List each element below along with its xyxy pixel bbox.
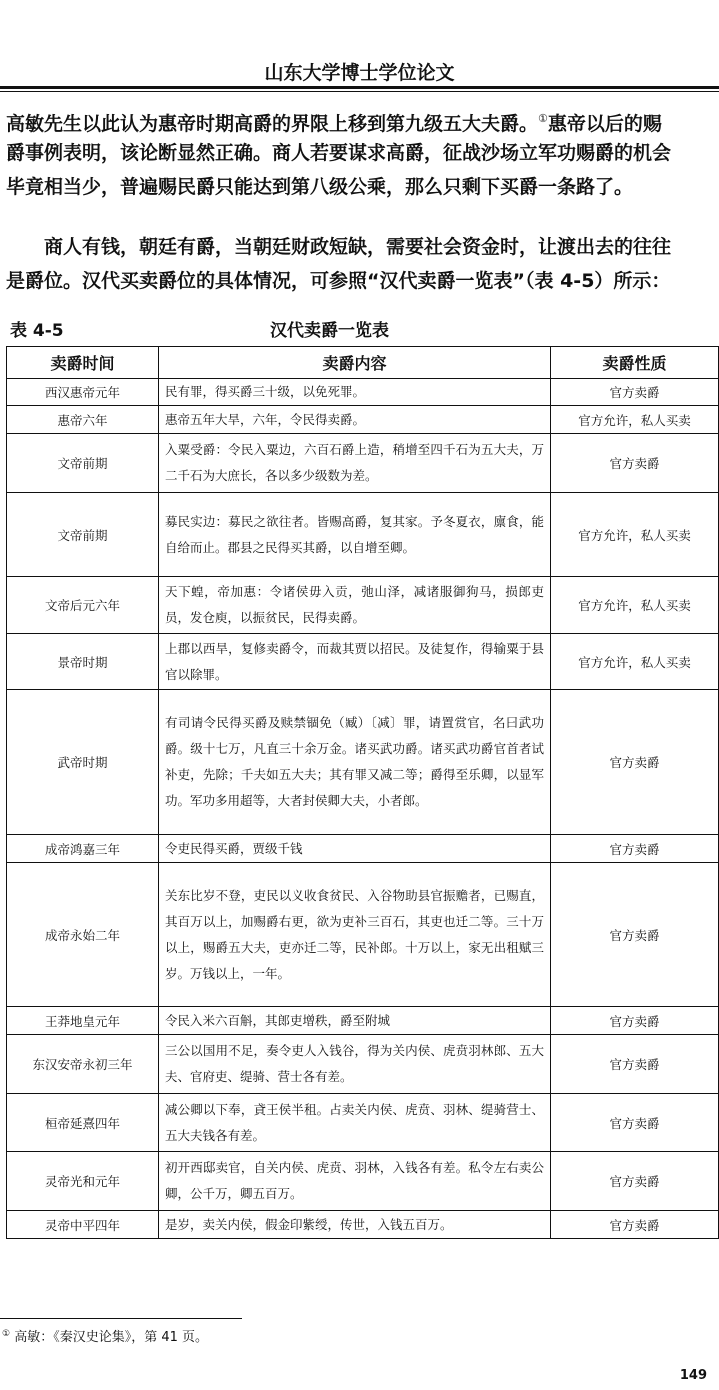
paragraph-2 (6, 230, 719, 298)
page-header-title: 山东大学博士学位论文 (264, 62, 455, 84)
row-nature: 官方卖爵 (551, 1211, 719, 1239)
row-nature: 官方卖爵 (551, 690, 719, 835)
footnote-marker: ① (538, 112, 548, 125)
table-caption: 汉代卖爵一览表 (270, 321, 389, 341)
column-header: 卖爵内容 (159, 347, 551, 379)
row-time: 西汉惠帝元年 (7, 379, 159, 406)
table-row (7, 577, 719, 634)
sale-table (6, 346, 719, 1239)
table-row (7, 1211, 719, 1239)
row-content: 上郡以西旱，复修卖爵令，而裁其贾以招民。及徒复作，得输粟于县官以除罪。 (159, 634, 551, 690)
paragraph-line: 是爵位。汉代买卖爵位的具体情况，可参照“汉代卖爵一览表”（表 4-5）所示： (6, 270, 671, 292)
row-time: 灵帝中平四年 (7, 1211, 159, 1239)
row-content: 三公以国用不足，奏令吏人入钱谷，得为关内侯、虎贲羽林郎、五大夫、官府吏、缇骑、营士各有差。 (159, 1035, 551, 1094)
row-time: 桓帝延熹四年 (7, 1094, 159, 1152)
header-rule-thin (0, 91, 719, 92)
table-row (7, 1035, 719, 1094)
row-time: 惠帝六年 (7, 406, 159, 434)
row-nature: 官方允许，私人买卖 (551, 493, 719, 577)
footnote-text: 高敏：《秦汉史论集》，第 41 页。 (14, 1330, 209, 1345)
row-nature: 官方卖爵 (551, 1035, 719, 1094)
row-time: 成帝永始二年 (7, 863, 159, 1007)
row-content: 惠帝五年大旱，六年，令民得卖爵。 (159, 406, 551, 434)
table-row (7, 1094, 719, 1152)
row-content: 令吏民得买爵，贾级千钱 (159, 835, 551, 863)
paragraph-1 (6, 102, 719, 204)
table-header-row (7, 347, 719, 379)
row-content: 天下蝗，帝加惠：令诸侯毋入贡，弛山泽，减诸服御狗马，损郎吏员，发仓庾，以振贫民，民得卖爵。 (159, 577, 551, 634)
table-row (7, 1007, 719, 1035)
table-row (7, 835, 719, 863)
table-row (7, 406, 719, 434)
paragraph-line: 爵事例表明，该论断显然正确。商人若要谋求高爵，征战沙场立军功赐爵的机会 (6, 142, 672, 164)
page-number: 149 (679, 1368, 707, 1383)
table-row (7, 379, 719, 406)
footnote-rule (0, 1318, 242, 1319)
row-nature: 官方卖爵 (551, 1152, 719, 1211)
column-header: 卖爵性质 (551, 347, 719, 379)
row-nature: 官方卖爵 (551, 1007, 719, 1035)
row-content: 是岁，卖关内侯，假金印紫绶，传世，入钱五百万。 (159, 1211, 551, 1239)
table-row (7, 1152, 719, 1211)
table-row (7, 690, 719, 835)
row-time: 武帝时期 (7, 690, 159, 835)
row-content: 募民实边：募民之欲往者。皆赐高爵，复其家。予冬夏衣，廪食，能自给而止。郡县之民得买其爵，以自增至卿。 (159, 493, 551, 577)
row-content: 入粟受爵：令民入粟边，六百石爵上造，稍增至四千石为五大夫，万二千石为大庶长，各以多少级数为差。 (159, 434, 551, 493)
row-nature: 官方卖爵 (551, 434, 719, 493)
row-content: 减公卿以下奉，貣王侯半租。占卖关内侯、虎贲、羽林、缇骑营士、五大夫钱各有差。 (159, 1094, 551, 1152)
table-row (7, 434, 719, 493)
table-row (7, 493, 719, 577)
row-content: 民有罪，得买爵三十级，以免死罪。 (159, 379, 551, 406)
footnote-marker: ① (2, 1329, 11, 1339)
column-header: 卖爵时间 (7, 347, 159, 379)
row-nature: 官方允许，私人买卖 (551, 634, 719, 690)
table-row (7, 634, 719, 690)
row-time: 文帝前期 (7, 493, 159, 577)
row-nature: 官方卖爵 (551, 1094, 719, 1152)
row-nature: 官方卖爵 (551, 835, 719, 863)
paragraph-line: 商人有钱，朝廷有爵，当朝廷财政短缺，需要社会资金时，让渡出去的往往 (6, 236, 672, 258)
row-nature: 官方卖爵 (551, 379, 719, 406)
row-time: 文帝后元六年 (7, 577, 159, 634)
paragraph-line: 毕竟相当少，普遍赐民爵只能达到第八级公乘，那么只剩下买爵一条路了。 (6, 176, 634, 198)
row-nature: 官方允许，私人买卖 (551, 406, 719, 434)
row-time: 文帝前期 (7, 434, 159, 493)
row-time: 东汉安帝永初三年 (7, 1035, 159, 1094)
row-time: 景帝时期 (7, 634, 159, 690)
row-nature: 官方允许，私人买卖 (551, 577, 719, 634)
paragraph-line: 高敏先生以此认为惠帝时期高爵的界限上移到第九级五大夫爵。①惠帝以后的赐 (6, 112, 662, 135)
row-time: 成帝鸿嘉三年 (7, 835, 159, 863)
row-content: 初开西邸卖官，自关内侯、虎贲、羽林，入钱各有差。私令左右卖公卿，公千万，卿五百万。 (159, 1152, 551, 1211)
header-rule (0, 86, 719, 89)
row-time: 王莽地皇元年 (7, 1007, 159, 1035)
row-content: 令民入米六百斛，其郎吏增秩，爵至附城 (159, 1007, 551, 1035)
footnote (2, 1326, 208, 1345)
row-content: 关东比岁不登，吏民以义收食贫民、入谷物助县官振赡者，已赐直，其百万以上，加赐爵右更，欲为吏补三百石，其吏也迁二等。三十万以上，赐爵五大夫，吏亦迁二等，民补郎。十万以上，家无出租赋三岁。万钱以上，一年。 (159, 863, 551, 1007)
row-content: 有司请令民得买爵及赎禁锢免（臧）〔减〕罪，请置赏官，名曰武功爵。级十七万，凡直三十余万金。诸买武功爵。诸买武功爵官首者试补吏，先除；千夫如五大夫；其有罪又减二等；爵得至乐卿，以显军功。军功多用超等，大者封侯卿大夫，小者郎。 (159, 690, 551, 835)
table-row (7, 863, 719, 1007)
row-time: 灵帝光和元年 (7, 1152, 159, 1211)
table-number: 表 4-5 (10, 321, 64, 341)
row-nature: 官方卖爵 (551, 863, 719, 1007)
